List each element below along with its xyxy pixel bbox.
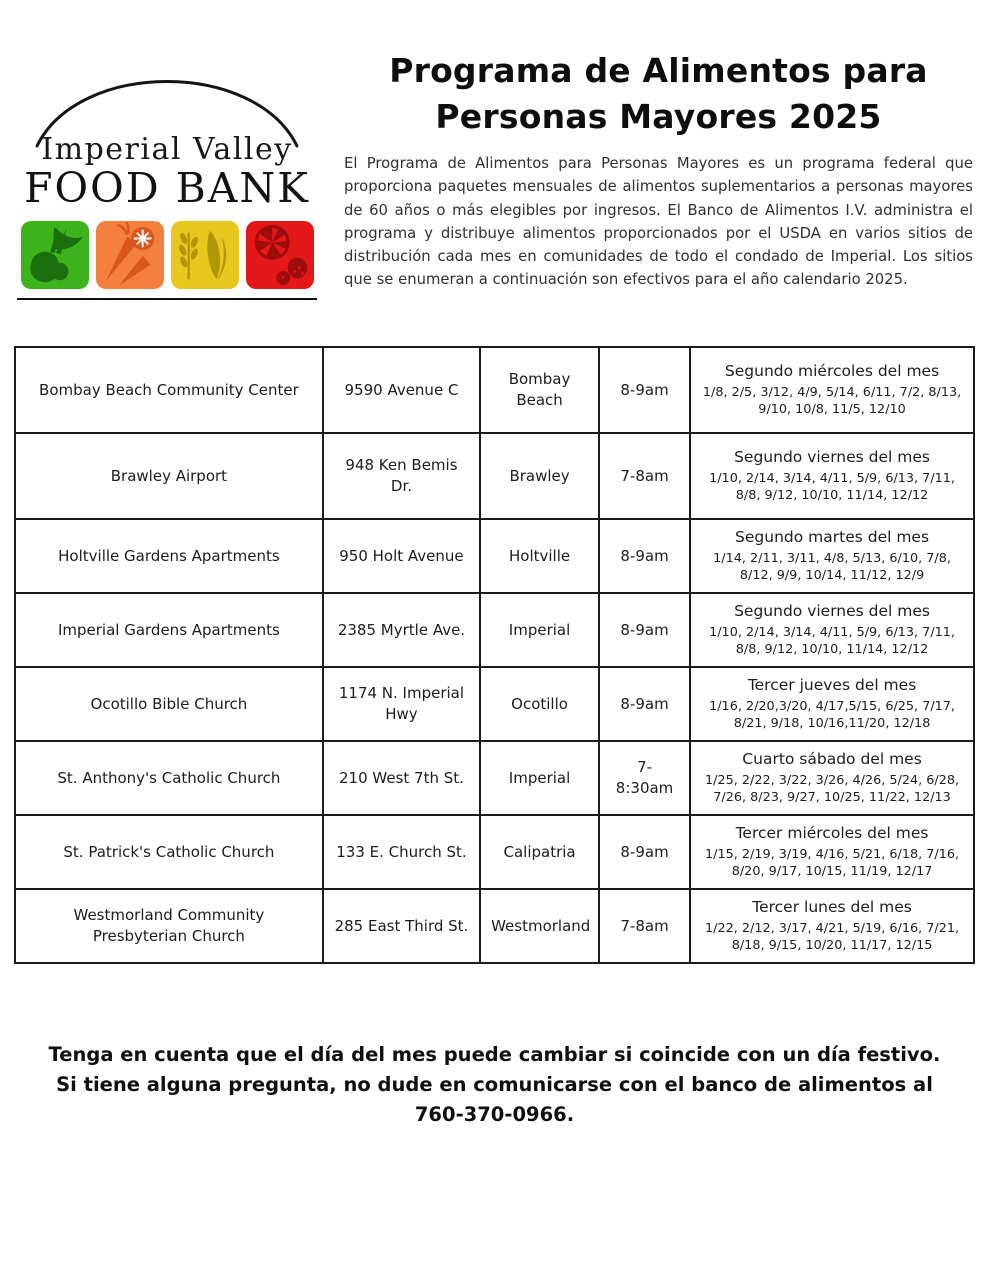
site-location: Brawley Airport (15, 433, 323, 519)
site-schedule (690, 433, 974, 519)
sites-table-body (15, 347, 974, 963)
corn-icon (171, 221, 239, 289)
site-schedule (690, 593, 974, 667)
sites-table (14, 346, 975, 964)
logo-tiles (16, 221, 318, 289)
site-location: St. Patrick's Catholic Church (15, 815, 323, 889)
site-location: Westmorland Community Presbyterian Church (15, 889, 323, 963)
site-time: 8-9am (599, 593, 690, 667)
site-time: 8-9am (599, 519, 690, 593)
site-time: 8-9am (599, 347, 690, 433)
table-row (15, 433, 974, 519)
site-city: Imperial (480, 741, 599, 815)
site-address: 950 Holt Avenue (323, 519, 480, 593)
table-row (15, 519, 974, 593)
logo-imperial-valley-text: Imperial Valley (41, 132, 293, 167)
schedule-dates: 1/15, 2/19, 3/19, 4/16, 5/21, 6/18, 7/16, 8/20, 9/17, 10/15, 11/19, 12/17 (705, 846, 960, 880)
schedule-title: Segundo viernes del mes (734, 448, 930, 467)
schedule-title: Tercer jueves del mes (747, 676, 917, 695)
site-schedule (690, 347, 974, 433)
site-city: Imperial (480, 593, 599, 667)
site-city: Calipatria (480, 815, 599, 889)
site-address: 2385 Myrtle Ave. (323, 593, 480, 667)
site-location: Imperial Gardens Apartments (15, 593, 323, 667)
tomato-icon (246, 221, 314, 289)
schedule-dates: 1/14, 2/11, 3/11, 4/8, 5/13, 6/10, 7/8, 8/12, 9/9, 10/14, 11/12, 12/9 (713, 550, 951, 584)
header-text (344, 46, 973, 291)
tomato-tile (246, 221, 314, 289)
schedule-dates: 1/22, 2/12, 3/17, 4/21, 5/19, 6/16, 7/21, 8/18, 9/15, 10/20, 11/17, 12/15 (705, 920, 960, 954)
schedule-title: Cuarto sábado del mes (742, 750, 922, 769)
page-title-line1: Programa de Alimentos para (389, 51, 928, 90)
site-city: Westmorland (480, 889, 599, 963)
table-row (15, 815, 974, 889)
site-address: 948 Ken Bemis Dr. (323, 433, 480, 519)
header (0, 0, 989, 300)
site-location: Ocotillo Bible Church (15, 667, 323, 741)
site-address: 210 West 7th St. (323, 741, 480, 815)
schedule-title: Segundo martes del mes (735, 528, 930, 547)
site-city: Brawley (480, 433, 599, 519)
site-time: 7-8am (599, 889, 690, 963)
program-description: El Programa de Alimentos para Personas Mayores es un programa federal que proporciona paquetes mensuales de alimentos suplementarios a personas mayores de 60 años o más elegibles por ingresos. El Banco de Alimentos I.V. administra el programa y distribuye alimentos proporcionados por el USDA en varios sitios de distribución cada mes en comunidades de todo el condado de Imperial. Los sitios que se enumeran a continuación son efectivos para el año calendario 2025. (344, 155, 973, 289)
site-time: 8-9am (599, 815, 690, 889)
site-location: St. Anthony's Catholic Church (15, 741, 323, 815)
site-schedule (690, 667, 974, 741)
site-schedule (690, 519, 974, 593)
site-time: 7-8am (599, 433, 690, 519)
table-row (15, 593, 974, 667)
site-location: Holtville Gardens Apartments (15, 519, 323, 593)
site-schedule (690, 889, 974, 963)
logo-divider (17, 298, 317, 300)
site-address: 1174 N. Imperial Hwy (323, 667, 480, 741)
site-address: 9590 Avenue C (323, 347, 480, 433)
table-row (15, 889, 974, 963)
schedule-title: Tercer miércoles del mes (735, 824, 929, 843)
schedule-dates: 1/8, 2/5, 3/12, 4/9, 5/14, 6/11, 7/2, 8/13, 9/10, 10/8, 11/5, 12/10 (702, 384, 962, 418)
site-time: 7-8:30am (599, 741, 690, 815)
carrots-icon (96, 221, 164, 289)
schedule-title: Segundo viernes del mes (734, 602, 930, 621)
site-city: Holtville (480, 519, 599, 593)
footer-note: Tenga en cuenta que el día del mes puede cambiar si coincide con un día festivo. Si tiene alguna pregunta, no dude en comunicarse con el banco de alimentos al 760-370-0966. (48, 1043, 941, 1127)
schedule-dates: 1/25, 2/22, 3/22, 3/26, 4/26, 5/24, 6/28, 7/26, 8/23, 9/27, 10/25, 11/22, 12/13 (705, 772, 960, 806)
site-time: 8-9am (599, 667, 690, 741)
site-location: Bombay Beach Community Center (15, 347, 323, 433)
table-row (15, 667, 974, 741)
greens-icon (21, 221, 89, 289)
site-city: Ocotillo (480, 667, 599, 741)
site-schedule (690, 741, 974, 815)
schedule-title: Segundo miércoles del mes (724, 362, 940, 381)
site-address: 133 E. Church St. (323, 815, 480, 889)
greens-tile (21, 221, 89, 289)
site-address: 285 East Third St. (323, 889, 480, 963)
food-bank-logo (16, 46, 318, 300)
schedule-dates: 1/10, 2/14, 3/14, 4/11, 5/9, 6/13, 7/11, 8/8, 9/12, 10/10, 11/14, 12/12 (709, 470, 955, 504)
carrots-tile (96, 221, 164, 289)
schedule-title: Tercer lunes del mes (752, 898, 912, 917)
schedule-dates: 1/10, 2/14, 3/14, 4/11, 5/9, 6/13, 7/11, 8/8, 9/12, 10/10, 11/14, 12/12 (709, 624, 955, 658)
corn-tile (171, 221, 239, 289)
page-title (344, 48, 973, 139)
table-row (15, 741, 974, 815)
schedule-dates: 1/16, 2/20,3/20, 4/17,5/15, 6/25, 7/17, 8/21, 9/18, 10/16,11/20, 12/18 (709, 698, 955, 732)
site-schedule (690, 815, 974, 889)
site-city: Bombay Beach (480, 347, 599, 433)
logo-food-bank-text: FOOD BANK (24, 164, 310, 212)
table-row (15, 347, 974, 433)
page-title-line2: Personas Mayores 2025 (435, 96, 882, 136)
